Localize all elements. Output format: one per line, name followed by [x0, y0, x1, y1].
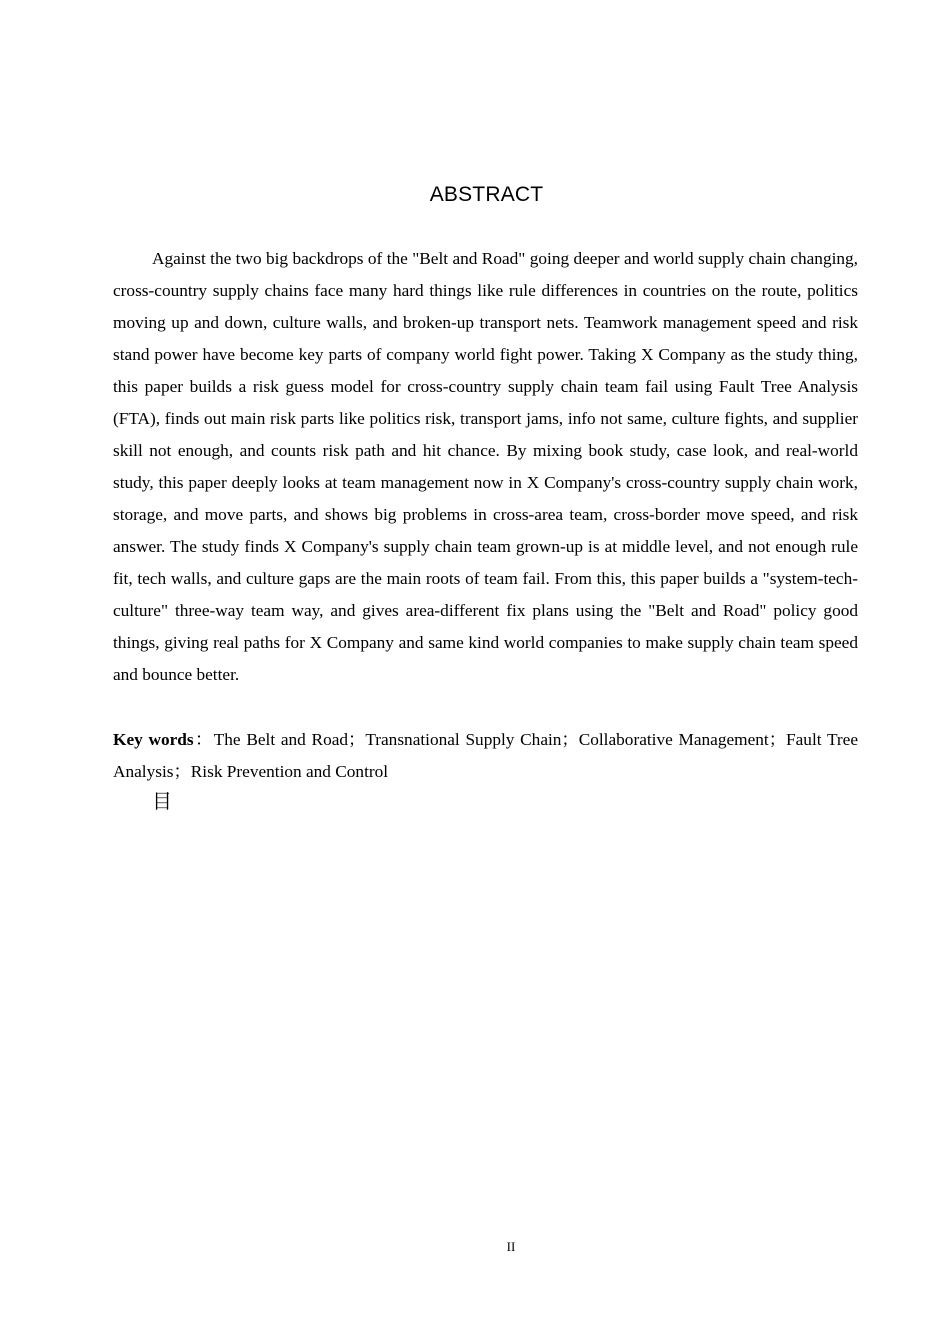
- keyword-item: Fault Tree Analysis；: [113, 730, 859, 781]
- abstract-heading: ABSTRACT: [429, 183, 544, 206]
- keyword-item: Transnational Supply Chain；: [365, 730, 579, 749]
- keyword-item: Collaborative Management；: [578, 730, 787, 749]
- keywords-separator: ：: [193, 730, 214, 749]
- keyword-item: Risk Prevention and Control: [190, 762, 389, 781]
- keyword-item: The Belt and Road；: [213, 730, 366, 749]
- keywords-line: [113, 724, 858, 788]
- toc-heading-fragment: 目: [152, 789, 172, 813]
- page-number: II: [506, 1239, 516, 1254]
- abstract-paragraph: Against the two big backdrops of the "Belt and Road" going deeper and world supply chain changing, cross-country supply chains face many hard things like rule differences in countries on the route, politics moving up and down, culture walls, and broken-up transport nets. Teamwork management speed and risk stand power have become key parts of company world fight power. Taking X Company as the study thing, this paper builds a risk guess model for cross-country supply chain team fail using Fault Tree Analysis (FTA), finds out main risk parts like politics risk, transport jams, info not same, culture fights, and supplier skill not enough, and counts risk path and hit chance. By mixing book study, case look, and real-world study, this paper deeply looks at team management now in X Company's cross-country supply chain work, storage, and move parts, and shows big problems in cross-area team, cross-border move speed, and risk answer. The study finds X Company's supply chain team grown-up is at middle level, and not enough rule fit, tech walls, and culture gaps are the main roots of team fail. From this, this paper builds a "system-tech-culture" three-way team way, and gives area-different fix plans using the "Belt and Road" policy good things, giving real paths for X Company and same kind world companies to make supply chain team speed and bounce better.: [113, 249, 858, 684]
- keywords-label: Key words: [113, 730, 194, 749]
